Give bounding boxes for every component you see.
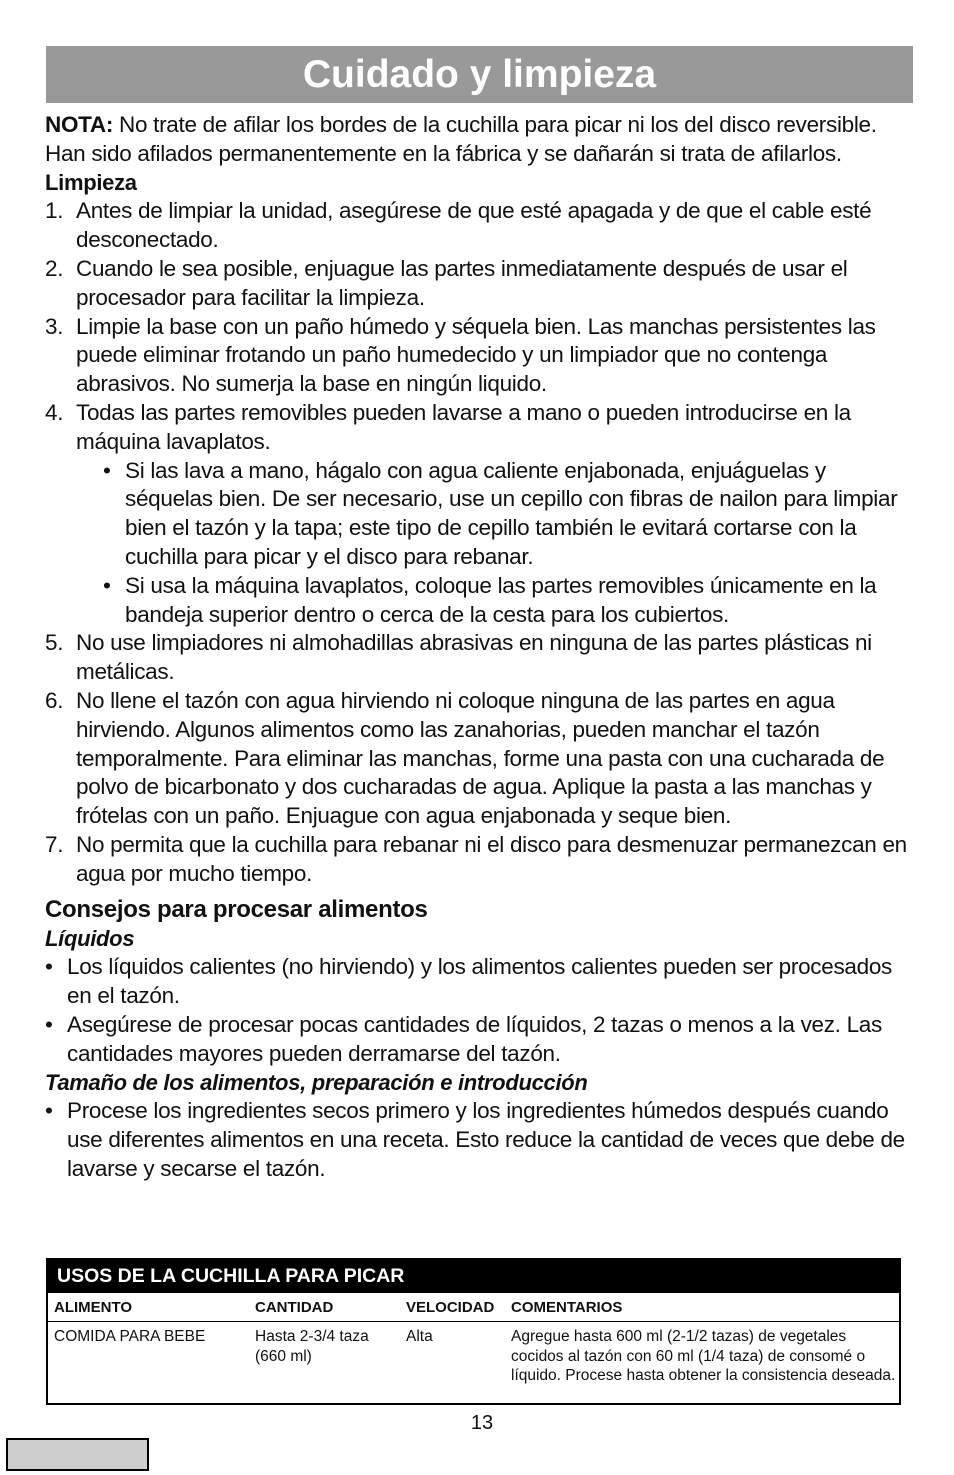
table-cell: COMIDA PARA BEBE [54, 1328, 206, 1345]
tamano-list [45, 1097, 911, 1183]
column-header: ALIMENTO [54, 1299, 133, 1316]
sub-list-item [103, 457, 911, 572]
item-text: Asegúrese de procesar pocas cantidades de líquidos, 2 tazas o menos a la vez. Las cantidades mayores pueden derramarse del tazón. [67, 1011, 882, 1066]
list-item [45, 197, 911, 255]
column-header: COMENTARIOS [511, 1299, 623, 1316]
list-item [45, 953, 911, 1011]
item-number: 3. [45, 313, 64, 339]
table-header-row [48, 1293, 899, 1322]
table-cell: Hasta 2-3/4 taza (660 ml) [255, 1328, 369, 1365]
list-item [45, 313, 911, 399]
item-text: Limpie la base con un paño húmedo y séquela bien. Las manchas persistentes las puede eliminar frotando un paño humedecido y un limpiador que no contenga abrasivos. No sumerja la base en ningún liquido. [76, 313, 876, 397]
item-number: 1. [45, 198, 64, 224]
liquidos-list [45, 953, 911, 1068]
item-number: 2. [45, 255, 64, 281]
nota-label: NOTA: [45, 112, 114, 137]
bullet-icon: • [45, 1011, 53, 1037]
item-number: 6. [45, 687, 64, 713]
page-number: 13 [470, 1412, 494, 1434]
column-header: VELOCIDAD [406, 1299, 495, 1316]
body-text [45, 111, 911, 1184]
sub-item-text: Si las lava a mano, hágalo con agua caliente enjabonada, enjuáguelas y séquelas bien. De ser necesario, use un cepillo con fibras de nailon para limpiar bien el tazón y la tapa; este tipo de cepillo también le evitará cortarse con la cuchilla para picar y el disco para rebanar. [125, 457, 898, 569]
liquidos-heading: Líquidos [45, 925, 135, 951]
bullet-icon: • [103, 457, 111, 483]
list-item [45, 629, 911, 687]
sub-list-item [103, 572, 911, 630]
item-text: No permita que la cuchilla para rebanar ni el disco para desmenuzar permanezcan en agua por mucho tiempo. [76, 831, 907, 886]
item-text: Los líquidos calientes (no hirviendo) y los alimentos calientes pueden ser procesados en el tazón. [67, 954, 892, 1009]
nota-text: No trate de afilar los bordes de la cuchilla para picar ni los del disco reversible. Han sido afilados permanentemente en la fábrica y se dañarán si trata de afilarlos. [45, 112, 877, 166]
usos-table [46, 1258, 901, 1405]
list-item [45, 831, 911, 889]
item-text: Antes de limpiar la unidad, asegúrese de que esté apagada y de que el cable esté desconectado. [76, 198, 872, 253]
limpieza-sublist [103, 457, 911, 630]
column-header: CANTIDAD [255, 1299, 334, 1316]
table-title: USOS DE LA CUCHILLA PARA PICAR [48, 1260, 899, 1293]
item-number: 4. [45, 399, 64, 425]
limpieza-heading: Limpieza [45, 169, 137, 195]
item-number: 7. [45, 831, 64, 857]
bullet-icon: • [45, 1098, 53, 1124]
list-item [45, 1011, 911, 1069]
consejos-heading: Consejos para procesar alimentos [45, 895, 428, 923]
bullet-icon: • [103, 572, 111, 598]
table-cell: Agregue hasta 600 ml (2-1/2 tazas) de vegetales cocidos al tazón con 60 ml (1/4 taza) de consomé o líquido. Procese hasta obtener la consistencia deseada. [511, 1328, 896, 1384]
item-text: No llene el tazón con agua hirviendo ni coloque ninguna de las partes en agua hirviendo. Algunos alimentos como las zanahorias, pueden manchar el tazón temporalmente. Para eliminar las manchas, forme una pasta con una cucharada de polvo de bicarbonato y dos cucharadas de agua. Aplique la pasta a las manchas y frótelas con un paño. Enjuague con agua enjabonada y seque bien. [76, 687, 885, 829]
list-item [45, 1097, 911, 1183]
bullet-icon: • [45, 954, 53, 980]
item-text: Todas las partes removibles pueden lavarse a mano o pueden introducirse en la máquina lavaplatos. [76, 399, 851, 454]
limpieza-list [45, 197, 911, 888]
item-text: Procese los ingredientes secos primero y los ingredientes húmedos después cuando use diferentes alimentos en una receta. Esto reduce la cantidad de veces que debe de lavarse y secarse el tazón. [67, 1098, 905, 1181]
item-text: No use limpiadores ni almohadillas abrasivas en ninguna de las partes plásticas ni metálicas. [76, 630, 872, 685]
sub-item-text: Si usa la máquina lavaplatos, coloque las partes removibles únicamente en la bandeja superior dentro o cerca de la cesta para los cubiertos. [125, 572, 877, 627]
list-item [45, 399, 911, 629]
corner-box [6, 1438, 149, 1471]
item-number: 5. [45, 630, 64, 656]
page-title: Cuidado y limpieza [46, 46, 913, 103]
list-item [45, 255, 911, 313]
nota-paragraph [45, 111, 911, 169]
table-cell: Alta [406, 1328, 433, 1345]
list-item [45, 687, 911, 831]
tamano-heading: Tamaño de los alimentos, preparación e introducción [45, 1069, 588, 1095]
item-text: Cuando le sea posible, enjuague las partes inmediatamente después de usar el procesador para facilitar la limpieza. [76, 255, 848, 310]
